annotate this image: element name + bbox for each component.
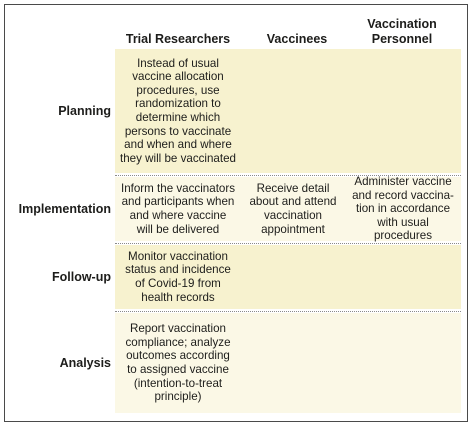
row-header-label: Follow-up [51, 270, 111, 284]
cell-text: Monitor vaccination status and incidence of Covid-19 from health records [125, 249, 231, 304]
cell-analysis-vaccination-personnel [345, 313, 461, 413]
cell-planning-vaccinees [241, 49, 345, 173]
cell-implementation-vaccination-personnel [345, 177, 461, 241]
figure-frame [4, 4, 468, 422]
cell-text: Inform the vaccinators and participants when and where vaccine will be delivered [120, 181, 236, 236]
column-header-trial-researchers [115, 15, 241, 47]
column-header-label: Vaccination Personnel [367, 17, 437, 46]
cell-text: Receive detail about and attend vaccination appointment [249, 181, 337, 236]
column-header-vaccinees [243, 15, 351, 47]
cell-planning-trial-researchers [115, 49, 241, 173]
cell-text: Instead of usual vaccine allocation procedures, use randomization to determine which persons to vaccinate and when and where they will be vaccinated [120, 56, 236, 165]
cell-follow-up-vaccination-personnel [345, 245, 461, 309]
row-header-label: Planning [58, 104, 111, 118]
cell-planning-vaccination-personnel [345, 49, 461, 173]
row-header-follow-up [5, 245, 111, 309]
row-header-label: Implementation [18, 202, 111, 216]
column-header-label: Vaccinees [266, 32, 328, 46]
row-divider [115, 311, 461, 312]
cell-implementation-vaccinees [241, 177, 345, 241]
cell-follow-up-vaccinees [241, 245, 345, 309]
row-divider [115, 243, 461, 244]
row-header-implementation [5, 177, 111, 241]
cell-follow-up-trial-researchers [115, 245, 241, 309]
row-header-planning [5, 49, 111, 173]
column-header-vaccination-personnel [343, 15, 461, 47]
cell-text: Report vaccination compliance; analyze outcomes according to assigned vaccine (intention-to-treat principle) [125, 322, 231, 404]
cell-analysis-trial-researchers [115, 313, 241, 413]
cell-text: Administer vaccine and record vaccina- tion in accordance with usual procedures [352, 175, 454, 243]
row-header-label: Analysis [59, 356, 111, 370]
cell-analysis-vaccinees [241, 313, 345, 413]
cell-implementation-trial-researchers [115, 177, 241, 241]
row-header-analysis [5, 313, 111, 413]
column-header-label: Trial Researchers [125, 32, 231, 46]
